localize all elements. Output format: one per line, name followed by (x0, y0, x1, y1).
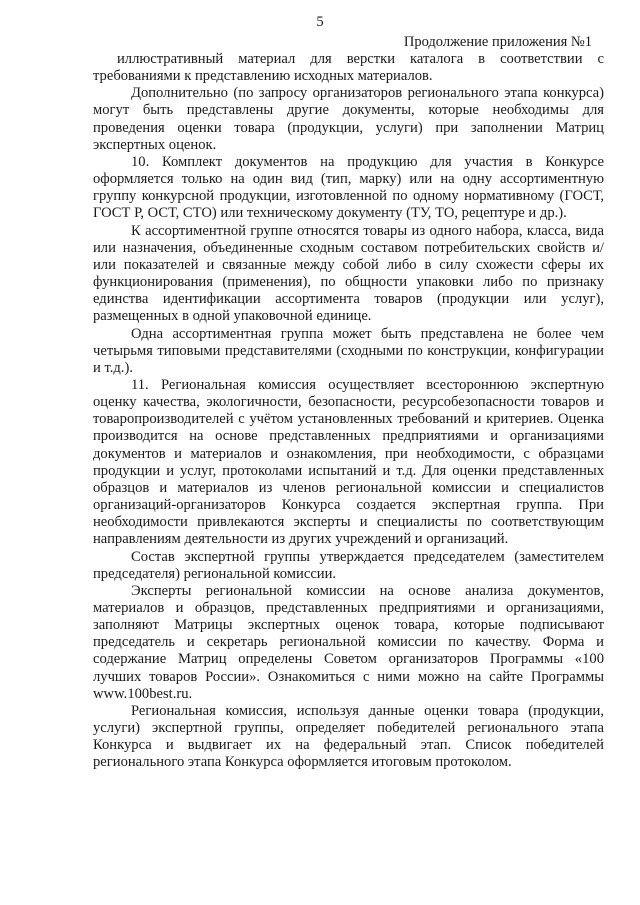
paragraph-expert-matrices: Эксперты региональной комиссии на основе анализа документов, материалов и образцов, представленных предприятиями и организациями, заполняют Матрицы экспертных оценок товара, которые подписывают председатель и секретарь региональной комиссии по качеству. Форма и содержание Матриц определены Советом организаторов Программы «100 лучших товаров России». Ознакомиться с ними можно на сайте Программы www.100best.ru. (93, 582, 604, 702)
page-number: 5 (316, 14, 324, 30)
paragraph-winners: Региональная комиссия, используя данные оценки товара (продукции, услуги) экспертной группы, определяет победителей регионального этапа Конкурса и выдвигает их на федеральный этап. Список победителей регионального этапа Конкурса оформляется итоговым протоколом. (93, 702, 604, 771)
paragraph-expert-group-approval: Состав экспертной группы утверждается председателем (заместителем председателя) региональной комиссии. (93, 548, 604, 582)
paragraph-assortment-group-limit: Одна ассортиментная группа может быть представлена не более чем четырьмя типовыми представителями (сходными по конструкции, конфигурации и т.д.). (93, 325, 604, 376)
paragraph-continuation: иллюстративный материал для верстки каталога в соответствии с требованиями к представлению исходных материалов. (93, 51, 604, 85)
paragraph-additional-documents: Дополнительно (по запросу организаторов регионального этапа конкурса) могут быть представлены другие документы, которые необходимы для проведения оценки товара (продукции, услуги) при заполнении Матриц экспертных оценок. (93, 85, 604, 153)
paragraph-item-10: 10. Комплект документов на продукцию для участия в Конкурсе оформляется только на один вид (тип, марку) или на одну ассортиментную группу конкурсной продукции, изготовленной по одному нормативному (ГОСТ, ГОСТ Р, ОСТ, СТО) или техническому документу (ТУ, ТО, рецептуре и др.). (93, 153, 604, 222)
document-body (93, 51, 604, 772)
paragraph-assortment-group-definition: К ассортиментной группе относятся товары из одного набора, класса, вида или назначения, объединенные сходным составом потребительских свойств и/или показателей и связанные между собой либо в силу схожести сферы их функционирования (применения), по общности упаковки либо по признаку единства идентификации ассортимента товаров (продукции или услуг), размещенных в одной упаковочной единице. (93, 222, 604, 325)
paragraph-item-11: 11. Региональная комиссия осуществляет всестороннюю экспертную оценку качества, экологичности, безопасности, ресурсобезопасности товаров и товаропроизводителей с учётом установленных требований и критериев. Оценка производится на основе представленных предприятиями и организациями документов и материалов и ознакомления, при необходимости, с образцами продукции и услуг, протоколами испытаний и т.д. Для оценки представленных образцов и материалов из членов региональной комиссии и специалистов организаций-организаторов Конкурса создается экспертная группа. При необходимости привлекаются эксперты и специалисты по соответствующим направлениям деятельности из других учреждений и организаций. (93, 376, 604, 548)
appendix-continuation-note: Продолжение приложения №1 (403, 34, 592, 50)
